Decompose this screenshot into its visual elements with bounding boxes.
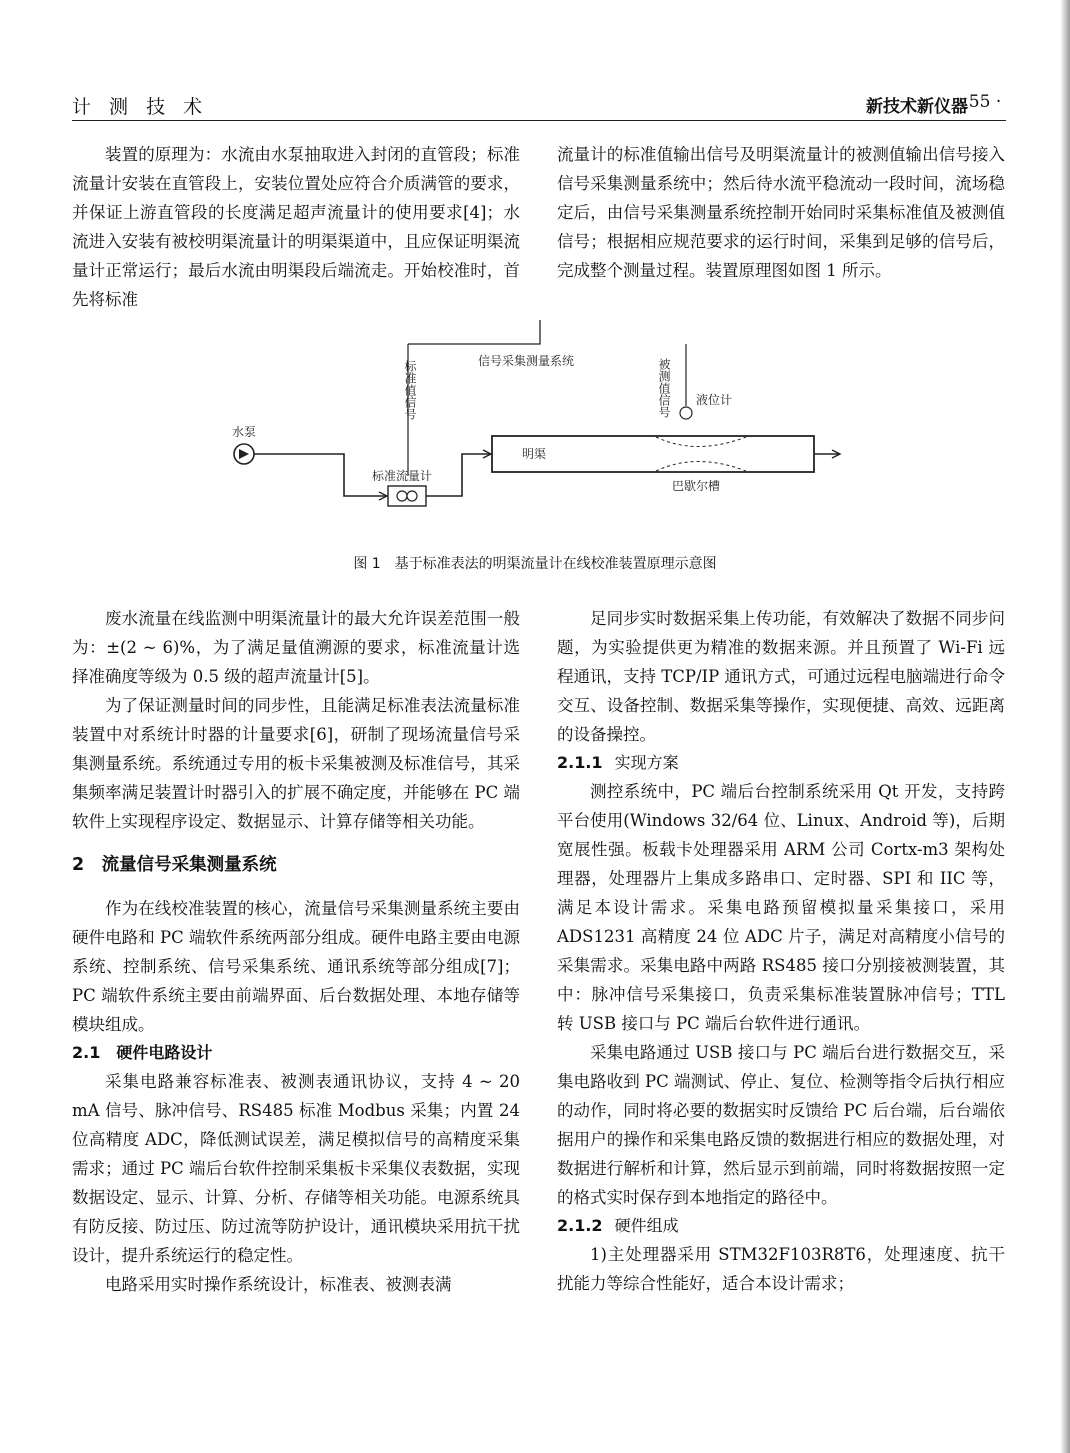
std-meter-symbol-b [407, 491, 417, 501]
paragraph: 1)主处理器采用 STM32F103R8T6，处理速度、抗干扰能力等综合性能好，适合本设计需求； [557, 1245, 1005, 1293]
paragraph: 测控系统中，PC 端后台控制系统采用 Qt 开发，支持跨平台使用(Windows 32/64 位、Linux、Android 等)，后期宽展性强。板载卡处理器采用 ARM 公司 Cortx-m3 架构处理器，处理器片上集成多路串口、定时器、SPI 和 IIC 等，满足本设计需求。采集电路预留模拟量采集接口，采用 ADS1231 高精度 24 位 ADC 片子，满足对高精度小信号的采集需求。采集电路中两路 RS485 接口分别接被测装置，其中：脉冲信号采集接口，负责采集标准装置脉冲信号；TTL 转 USB 接口与 PC 端后台软件进行通讯。 [557, 782, 1005, 1033]
paragraph: 废水流量在线监测中明渠流量计的最大允许误差范围一般为：±(2 ~ 6)%，为了满足量值溯源的要求，标准流量计选择准确度等级为 0.5 级的超声流量计[5]。 [72, 609, 520, 686]
pump-label: 水泵 [232, 425, 257, 439]
subsection-heading-2-1-1 [557, 749, 1005, 777]
right-column-top [557, 140, 1005, 285]
level-meter-symbol [680, 407, 692, 419]
std-meter-label: 标准流量计 [372, 469, 433, 483]
page-number: · 55 · [958, 92, 1002, 112]
figure-1-diagram [226, 316, 846, 536]
std-signal-label: 标准值信号 [403, 360, 417, 420]
daq-label: 信号采集测量系统 [478, 354, 575, 368]
section-name: 新技术新仪器 [866, 97, 968, 117]
flume-outline [656, 437, 746, 471]
section-heading-2: 2 流量信号采集测量系统 [72, 855, 277, 875]
meas-signal-label: 被测值信号 [657, 358, 671, 418]
pipe-segment-2 [426, 454, 490, 496]
left-column-top [72, 140, 520, 314]
figure-1-caption: 图 1 基于标准表法的明渠流量计在线校准装置原理示意图 [353, 556, 717, 572]
flume-label: 巴歇尔槽 [672, 479, 721, 493]
paragraph: 装置的原理为：水流由水泵抽取进入封闭的直管段；标准流量计安装在直管段上，安装位置处应符合介质满管的要求，并保证上游直管段的长度满足超声流量计的使用要求[4]；水流进入安装有被校明渠流量计的明渠渠道中，且应保证明渠流量计正常运行；最后水流由明渠段后端流走。开始校准时，首先将标准 [72, 145, 520, 309]
journal-name: 计 测 技 术 [72, 96, 209, 118]
paragraph: 作为在线校准装置的核心，流量信号采集测量系统主要由硬件电路和 PC 端软件系统两部分组成。硬件电路主要由电源系统、控制系统、信号采集系统、通讯系统等部分组成[7]；PC 端软件系统主要由前端界面、后台数据处理、本地存储等模块组成。 [72, 899, 520, 1034]
channel-label: 明渠 [522, 447, 547, 461]
heading-number: 2.1.1 [557, 753, 603, 772]
pump-arrow [239, 449, 249, 459]
left-column-bottom [72, 604, 520, 1299]
paragraph: 采集电路兼容标准表、被测表通讯协议，支持 4 ~ 20 mA 信号、脉冲信号、RS485 标准 Modbus 采集；内置 24 位高精度 ADC，降低测试误差，满足模拟信号的高精度采集需求；通过 PC 端后台软件控制采集板卡采集仪表数据，实现数据设定、显示、计算、分析、存储等相关功能。电源系统具有防反接、防过压、防过流等防护设计，通讯模块采用抗干扰设计，提升系统运行的稳定性。 [72, 1072, 520, 1265]
subsection-heading-2-1-2 [557, 1212, 1005, 1240]
paragraph: 流量计的标准值输出信号及明渠流量计的被测值输出信号接入信号采集测量系统中；然后待水流平稳流动一段时间，流场稳定后，由信号采集测量系统控制开始同时采集标准值及被测值信号；根据相应规范要求的运行时间，采集到足够的信号后，完成整个测量过程。装置原理图如图 1 所示。 [557, 145, 1005, 280]
paragraph: 电路采用实时操作系统设计，标准表、被测表满 [105, 1275, 452, 1294]
level-meter-label: 液位计 [696, 393, 733, 407]
page-edge-shadow [1060, 0, 1070, 1453]
subsection-heading-2-1: 2.1 硬件电路设计 [72, 1043, 213, 1062]
running-header [72, 90, 1006, 121]
daq-connector [408, 320, 540, 344]
right-column-bottom [557, 604, 1005, 1298]
heading-number: 2.1.2 [557, 1216, 603, 1235]
paragraph: 足同步实时数据采集上传功能，有效解决了数据不同步问题，为实验提供更为精准的数据来源。并且预置了 Wi-Fi 远程通讯，支持 TCP/IP 通讯方式，可通过远程电脑端进行命令交互、设备控制、数据采集等操作，实现便捷、高效、远距离的设备操控。 [557, 609, 1005, 744]
heading-title: 硬件组成 [614, 1216, 679, 1235]
paragraph: 采集电路通过 USB 接口与 PC 端后台进行数据交互，采集电路收到 PC 端测试、停止、复位、检测等指令后执行相应的动作，同时将必要的数据实时反馈给 PC 后台端，后台端依据用户的操作和采集电路反馈的数据进行相应的数据处理，对数据进行解析和计算，然后显示到前端，同时将数据按照一定的格式实时保存到本地指定的路径中。 [557, 1043, 1005, 1207]
std-meter-symbol-a [397, 491, 407, 501]
paragraph: 为了保证测量时间的同步性，且能满足标准表法流量标准装置中对系统计时器的计量要求[6]，研制了现场流量信号采集测量系统。系统通过专用的板卡采集被测及标准信号，其采集频率满足装置计时器引入的扩展不确定度，并能够在 PC 端软件上实现程序设定、数据显示、计算存储等相关功能。 [72, 696, 520, 831]
heading-title: 实现方案 [614, 753, 679, 772]
pipe-segment [254, 454, 386, 496]
